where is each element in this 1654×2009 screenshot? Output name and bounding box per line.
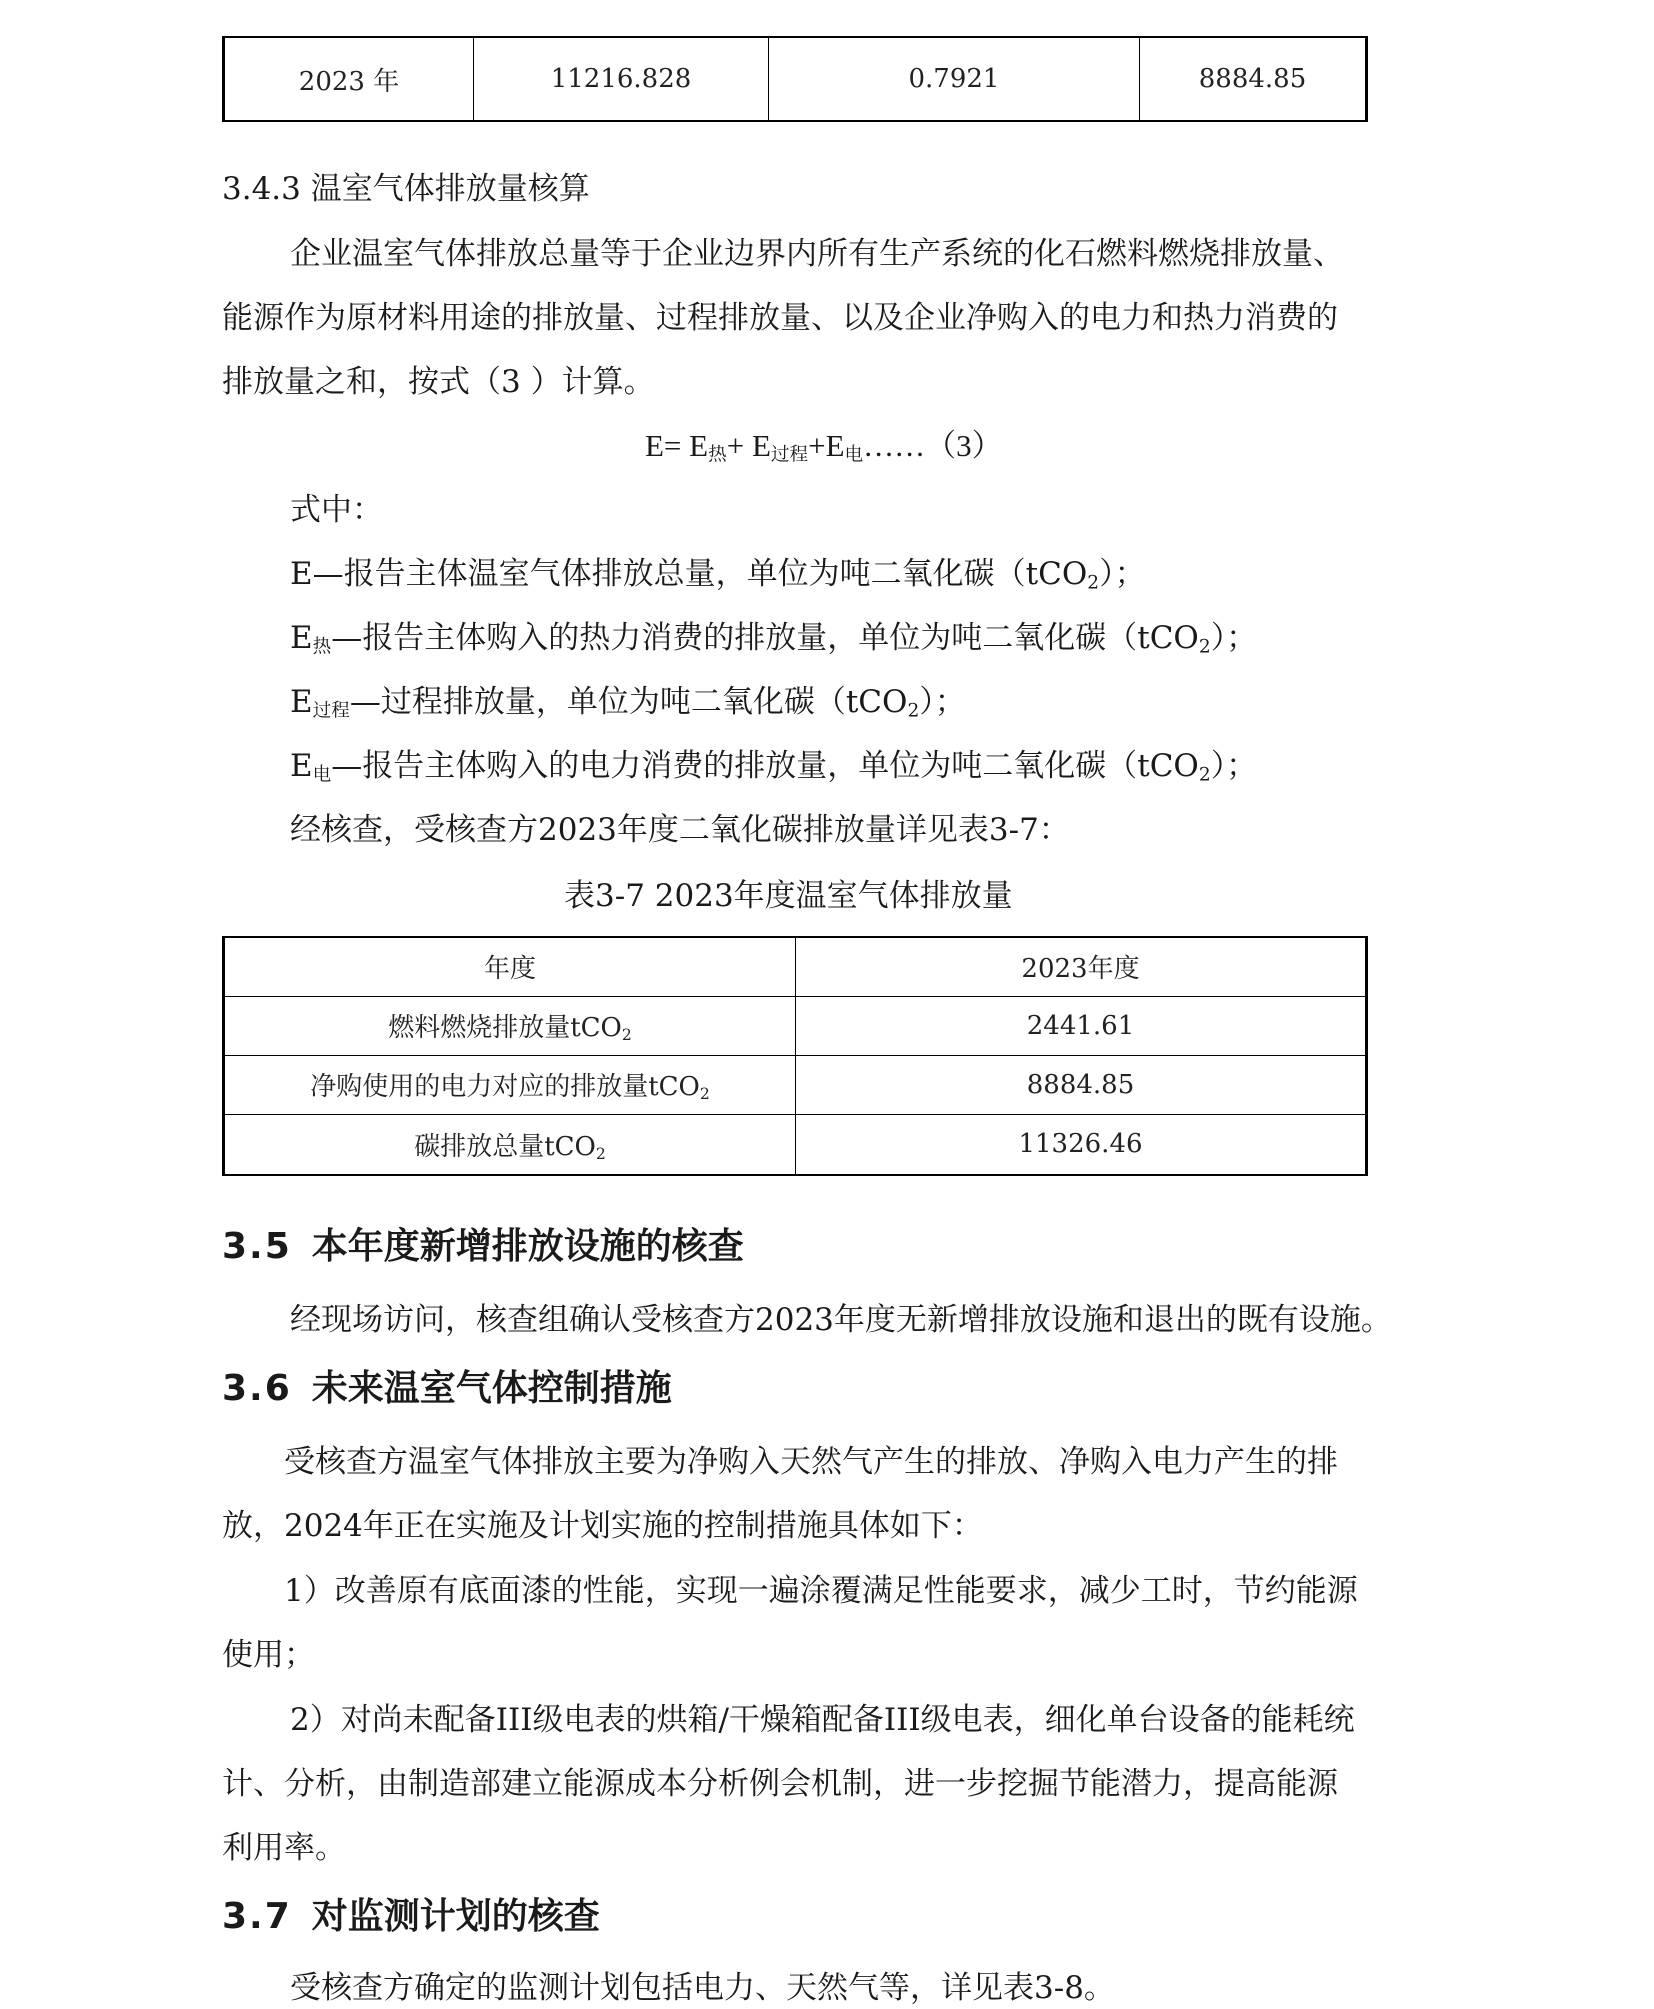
table-caption: 表3-7 2023年度温室气体排放量 — [564, 878, 1013, 914]
paragraph-line: 排放量之和，按式（3 ）计算。 — [222, 364, 655, 400]
paragraph-line: 经现场访问，核查组确认受核查方2023年度无新增排放设施和退出的既有设施。 — [290, 1302, 1392, 1338]
column-header: 年度 — [224, 937, 796, 996]
row-label: 燃料燃烧排放量tCO$_2$ — [224, 996, 796, 1055]
table-row — [224, 996, 1367, 1055]
row-value: 11326.46 — [796, 1114, 1367, 1175]
row-label: 碳排放总量tCO$_2$ — [224, 1114, 796, 1175]
definition-line: E—报告主体温室气体排放总量，单位为吨二氧化碳（tCO$_2$）； — [290, 556, 1146, 594]
table-row — [224, 1114, 1367, 1175]
paragraph-line: 受核查方温室气体排放主要为净购入天然气产生的排放、净购入电力产生的排 — [284, 1444, 1338, 1480]
paragraph-line: 利用率。 — [222, 1830, 346, 1866]
definition-line: $E_热—$报告主体购入的热力消费的排放量，单位为吨二氧化碳（tCO$_2$）； — [290, 620, 1258, 658]
definition-line: $E_{过程}—$过程排放量，单位为吨二氧化碳（tCO$_2$）； — [290, 684, 966, 722]
conclusion-line: 经核查，受核查方2023年度二氧化碳排放量详见表3-7： — [290, 812, 1070, 848]
paragraph-line: 1）改善原有底面漆的性能，实现一遍涂覆满足性能要求，减少工时，节约能源 — [284, 1573, 1358, 1609]
column-header: 2023年度 — [796, 937, 1367, 996]
table-cell: 11216.828 — [474, 37, 769, 121]
section-heading-35: 3.5 本年度新增排放设施的核查 — [222, 1226, 744, 1267]
table-cell: 2023 年 — [224, 37, 474, 121]
row-value: 8884.85 — [796, 1055, 1367, 1114]
definition-line: $E_电—$报告主体购入的电力消费的排放量，单位为吨二氧化碳（tCO$_2$）； — [290, 748, 1258, 786]
table-cell: 8884.85 — [1140, 37, 1367, 121]
paragraph-line: 2）对尚未配备III级电表的烘箱/干燥箱配备III级电表，细化单台设备的能耗统 — [290, 1702, 1355, 1738]
section-heading-343: 3.4.3 温室气体排放量核算 — [222, 171, 590, 207]
table-row — [224, 1055, 1367, 1114]
paragraph-line: 受核查方确定的监测计划包括电力、天然气等，详见表3-8。 — [290, 1970, 1115, 2006]
paragraph-line: 企业温室气体排放总量等于企业边界内所有生产系统的化石燃料燃烧排放量、 — [290, 236, 1344, 272]
table-header-row — [224, 937, 1367, 996]
paragraph-line: 计、分析，由制造部建立能源成本分析例会机制，进一步挖掘节能潜力，提高能源 — [222, 1766, 1338, 1802]
formula: $E= E_热+$ $E_{过程}+E_电\dots\dots(3)$ — [645, 428, 1003, 466]
section-heading-36: 3.6 未来温室气体控制措施 — [222, 1368, 672, 1409]
paragraph-line: 放，2024年正在实施及计划实施的控制措施具体如下： — [222, 1508, 983, 1544]
row-value: 2441.61 — [796, 996, 1367, 1055]
table-cell: 0.7921 — [769, 37, 1140, 121]
section-heading-37: 3.7 对监测计划的核查 — [222, 1896, 600, 1937]
where-label: 式中： — [290, 492, 383, 528]
row-label: 净购使用的电力对应的排放量tCO$_2$ — [224, 1055, 796, 1114]
paragraph-line: 使用； — [222, 1637, 315, 1673]
emissions-table — [222, 936, 1368, 1176]
top-table — [222, 36, 1368, 122]
paragraph-line: 能源作为原材料用途的排放量、过程排放量、以及企业净购入的电力和热力消费的 — [222, 300, 1338, 336]
table-row — [224, 37, 1367, 121]
